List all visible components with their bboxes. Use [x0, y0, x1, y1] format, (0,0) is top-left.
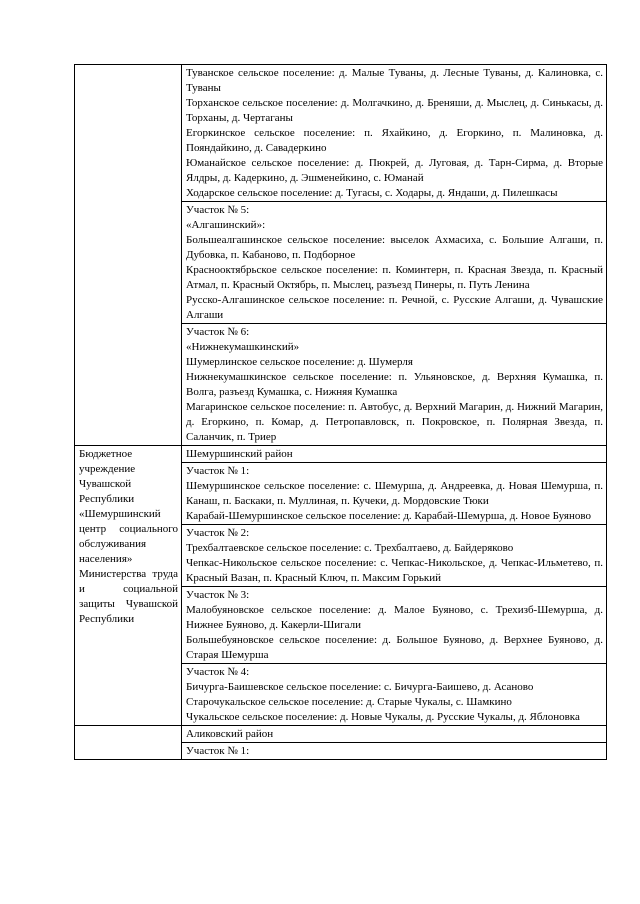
settlement-line: Большебуяновское сельское поселение: д. Большое Буяново, д. Верхнее Буяново, д. Старая Шемурша	[186, 634, 603, 661]
settlements-cell	[182, 587, 607, 664]
settlement-line: Участок № 4:	[186, 666, 250, 678]
settlement-line: Участок № 1:	[186, 465, 250, 477]
settlements-table	[74, 64, 607, 760]
settlement-line: Аликовский район	[186, 728, 274, 740]
settlement-line: Участок № 5:	[186, 204, 250, 216]
settlements-cell	[182, 324, 607, 446]
settlement-line: Участок № 2:	[186, 527, 250, 539]
settlement-line: «Алгашинский»:	[186, 219, 266, 231]
settlement-line: Шемуршинский район	[186, 448, 293, 460]
settlement-line: Нижнекумашкинское сельское поселение: п. Ульяновское, д. Верхняя Кумашка, п. Волга, разъезд Кумашка, с. Нижняя Кумашка	[186, 371, 603, 398]
settlement-line: Шемуршинское сельское поселение: с. Шемурша, д. Андреевка, д. Новая Шемурша, п. Канаш, п. Баскаки, п. Муллиная, п. Кучеки, д. Мордовские Тюки	[186, 480, 603, 507]
settlements-cell	[182, 65, 607, 202]
settlement-line: Чукальское сельское поселение: д. Новые Чукалы, д. Русские Чукалы, д. Яблоновка	[186, 711, 580, 723]
settlements-cell	[182, 202, 607, 324]
settlement-line: Магаринское сельское поселение: п. Автобус, д. Верхний Магарин, д. Нижний Магарин, д. Егоркино, п. Комар, д. Петропавловск, п. Покровское, п. Полярная Звезда, п. Саланчик, п. Триер	[186, 401, 603, 443]
settlement-line: Туванское сельское поселение: д. Малые Туваны, д. Лесные Туваны, д. Калиновка, с. Туваны	[186, 67, 603, 94]
organization-cell-empty	[75, 65, 182, 446]
settlement-line: Краснооктябрьское сельское поселение: п. Коминтерн, п. Красная Звезда, п. Красный Атмал, п. Красный Октябрь, п. Мыслец, разъезд Пинеры, п. Путь Ленина	[186, 264, 603, 291]
settlement-line: Трехбалтаевское сельское поселение: с. Трехбалтаево, д. Байдеряково	[186, 542, 514, 554]
organization-cell	[75, 446, 182, 726]
settlements-cell	[182, 446, 607, 463]
settlement-line: Старочукальское сельское поселение: д. Старые Чукалы, с. Шамкино	[186, 696, 512, 708]
settlements-cell	[182, 726, 607, 743]
settlement-line: Участок № 3:	[186, 589, 250, 601]
settlement-line: Ходарское сельское поселение: д. Тугасы, с. Ходары, д. Яндаши, д. Пилешкасы	[186, 187, 558, 199]
settlement-line: Бичурга-Баишевское сельское поселение: с. Бичурга-Баишево, д. Асаново	[186, 681, 534, 693]
settlement-line: Карабай-Шемуршинское сельское поселение: д. Карабай-Шемурша, д. Новое Буяново	[186, 510, 591, 522]
settlements-cell	[182, 525, 607, 587]
settlement-line: Русско-Алгашинское сельское поселение: п. Речной, с. Русские Алгаши, д. Чувашские Алгаши	[186, 294, 603, 321]
settlement-line: Участок № 6:	[186, 326, 250, 338]
settlement-line: Торханское сельское поселение: д. Молгачкино, д. Бреняши, д. Мыслец, д. Синькасы, д. Торханы, д. Чертаганы	[186, 97, 603, 124]
settlements-cell	[182, 743, 607, 760]
organization-name: Бюджетное учреждение Чувашской Республики «Шемуршинский центр социального обслуживания населения» Министерства труда и социальной защиты Чувашской Республики	[79, 448, 178, 625]
settlement-line: Шумерлинское сельское поселение: д. Шумерля	[186, 356, 413, 368]
settlement-line: Чепкас-Никольское сельское поселение: с. Чепкас-Никольское, д. Чепкас-Ильметево, п. Красный Вазан, п. Красный Ключ, п. Максим Горький	[186, 557, 603, 584]
settlement-line: Егоркинское сельское поселение: п. Яхайкино, д. Егоркино, п. Малиновка, д. Пояндайкино, д. Савадеркино	[186, 127, 603, 154]
settlements-cell	[182, 463, 607, 525]
settlement-line: Малобуяновское сельское поселение: д. Малое Буяново, с. Трехизб-Шемурша, д. Нижнее Буяново, д. Какерли-Шигали	[186, 604, 603, 631]
organization-cell-empty	[75, 726, 182, 760]
table-row	[75, 65, 607, 202]
table-row	[75, 726, 607, 743]
settlement-line: Юманайское сельское поселение: д. Пюкрей, д. Луговая, д. Тарн-Сирма, д. Вторые Ялдры, д. Кадеркино, д. Эшменейкино, с. Юманай	[186, 157, 603, 184]
table-row	[75, 446, 607, 463]
settlements-cell	[182, 664, 607, 726]
settlement-line: Участок № 1:	[186, 745, 250, 757]
settlement-line: «Нижнекумашкинский»	[186, 341, 300, 353]
settlement-line: Большеалгашинское сельское поселение: выселок Ахмасиха, с. Большие Алгаши, п. Дубовка, п. Кабаново, п. Подборное	[186, 234, 603, 261]
